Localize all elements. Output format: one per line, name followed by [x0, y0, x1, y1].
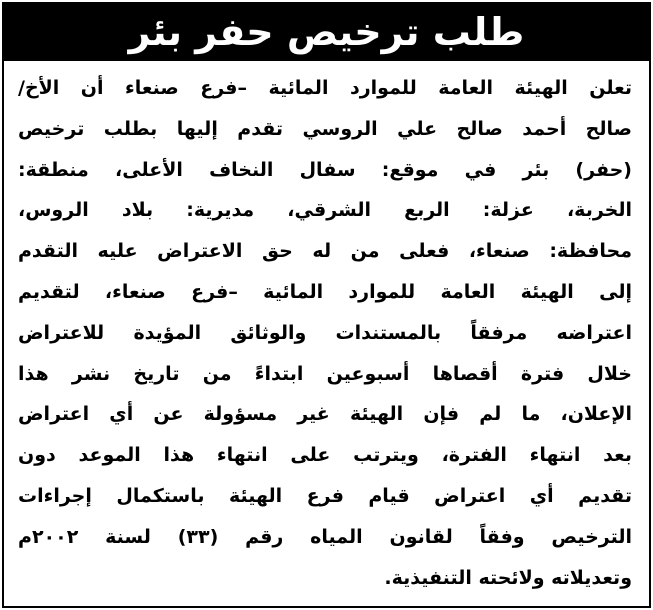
notice-line: الإعلان، ما لم فإن الهيئة غير مسؤولة عن أي اعتراض	[18, 403, 632, 426]
notice-line: بعد انتهاء الفترة، ويترتب على انتهاء هذا الموعد دون	[18, 444, 632, 467]
notice-line: إلى الهيئة العامة للموارد المائية –فرع صنعاء، لتقديم	[18, 280, 632, 303]
notice-line: خلال فترة أقصاها أسبوعين ابتداءً من تاريخ نشر هذا	[18, 362, 632, 385]
notice-title: طلب ترخيص حفر بئر	[128, 10, 525, 54]
notice-line: صالح أحمد صالح علي الروسي تقدم إليها بطلب ترخيص	[18, 117, 632, 140]
notice-line: محافظة: صنعاء، فعلى من له حق الاعتراض عليه التقدم	[18, 240, 632, 263]
title-banner	[4, 4, 649, 61]
notice-line: الترخيص وفقاً لقانون المياه رقم (٣٣) لسنة ٢٠٠٢م	[18, 525, 632, 548]
notice-line: اعتراضه مرفقاً بالمستندات والوثائق المؤيدة للاعتراض	[18, 321, 632, 344]
notice-line: تقديم أي اعتراض قيام فرع الهيئة باستكمال إجراءات	[18, 484, 632, 507]
notice-line: (حفر) بئر في موقع: سفال النخاف الأعلى، منطقة:	[18, 158, 632, 181]
notice-body	[18, 68, 632, 598]
notice-line: وتعديلاته ولائحته التنفيذية.	[384, 566, 632, 589]
notice-line: تعلن الهيئة العامة للموارد المائية –فرع صنعاء أن الأخ/	[18, 77, 632, 99]
notice-line: الخربة، عزلة: الربع الشرقي، مديرية: بلاد الروس،	[18, 199, 632, 222]
notice-frame	[2, 2, 651, 608]
